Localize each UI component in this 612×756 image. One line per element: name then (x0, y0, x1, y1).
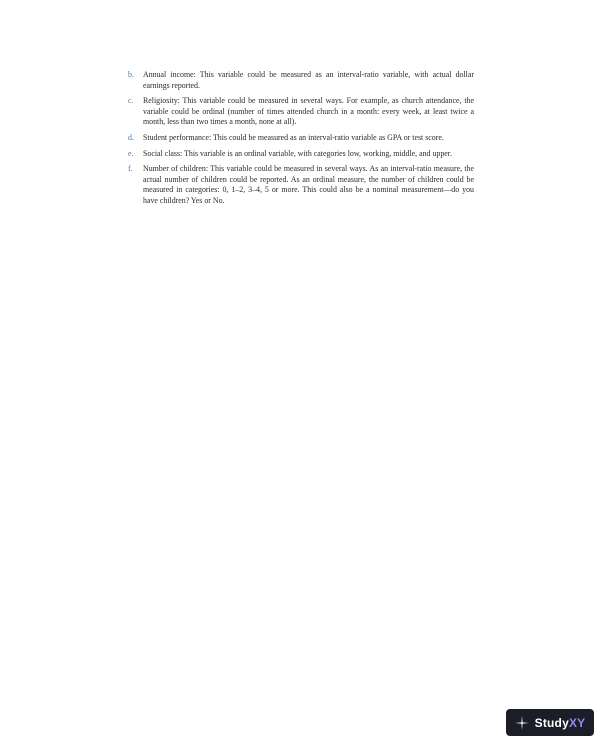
answer-text: Annual income: This variable could be measured as an interval-ratio variable, with actual dollar earnings reported. (143, 70, 474, 90)
answer-item-d (128, 133, 474, 144)
brand-name (535, 716, 586, 730)
answer-letter: b. (128, 70, 134, 79)
answer-text: Religiosity: This variable could be measured in several ways. For example, as church attendance, the variable could be ordinal (number of times attended church in a month: every week, at least twice a month, less than two times a month, none at all). (143, 96, 474, 127)
answer-item-f (128, 164, 474, 206)
studyxy-brand-badge[interactable] (506, 709, 594, 736)
brand-name-main: Study (534, 715, 569, 730)
answer-letter: e. (128, 148, 134, 158)
answer-letter: c. (128, 96, 134, 106)
answer-letter: f. (128, 164, 133, 174)
answer-letter: d. (128, 132, 134, 142)
answer-text: Social class: This variable is an ordinal variable, with categories low, working, middle, and upper. (143, 148, 452, 158)
answer-text: Student performance: This could be measured as an interval-ratio variable as GPA or test score. (143, 132, 444, 142)
brand-name-accent: XY (568, 715, 586, 730)
answer-list (128, 70, 474, 207)
answer-item-b (128, 70, 474, 91)
answer-item-e (128, 149, 474, 160)
page-content (128, 70, 474, 212)
plus-sparkle-icon (515, 716, 529, 730)
answer-text: Number of children: This variable could be measured in several ways. As an interval-ratio measure, the actual number of children could be reported. As an ordinal measure, the number of children could be measured in categories: 0, 1–2, 3–4, 5 or more. This could also be a nominal measurement—do you have children? Yes or No. (143, 164, 474, 205)
answer-item-c (128, 96, 474, 128)
